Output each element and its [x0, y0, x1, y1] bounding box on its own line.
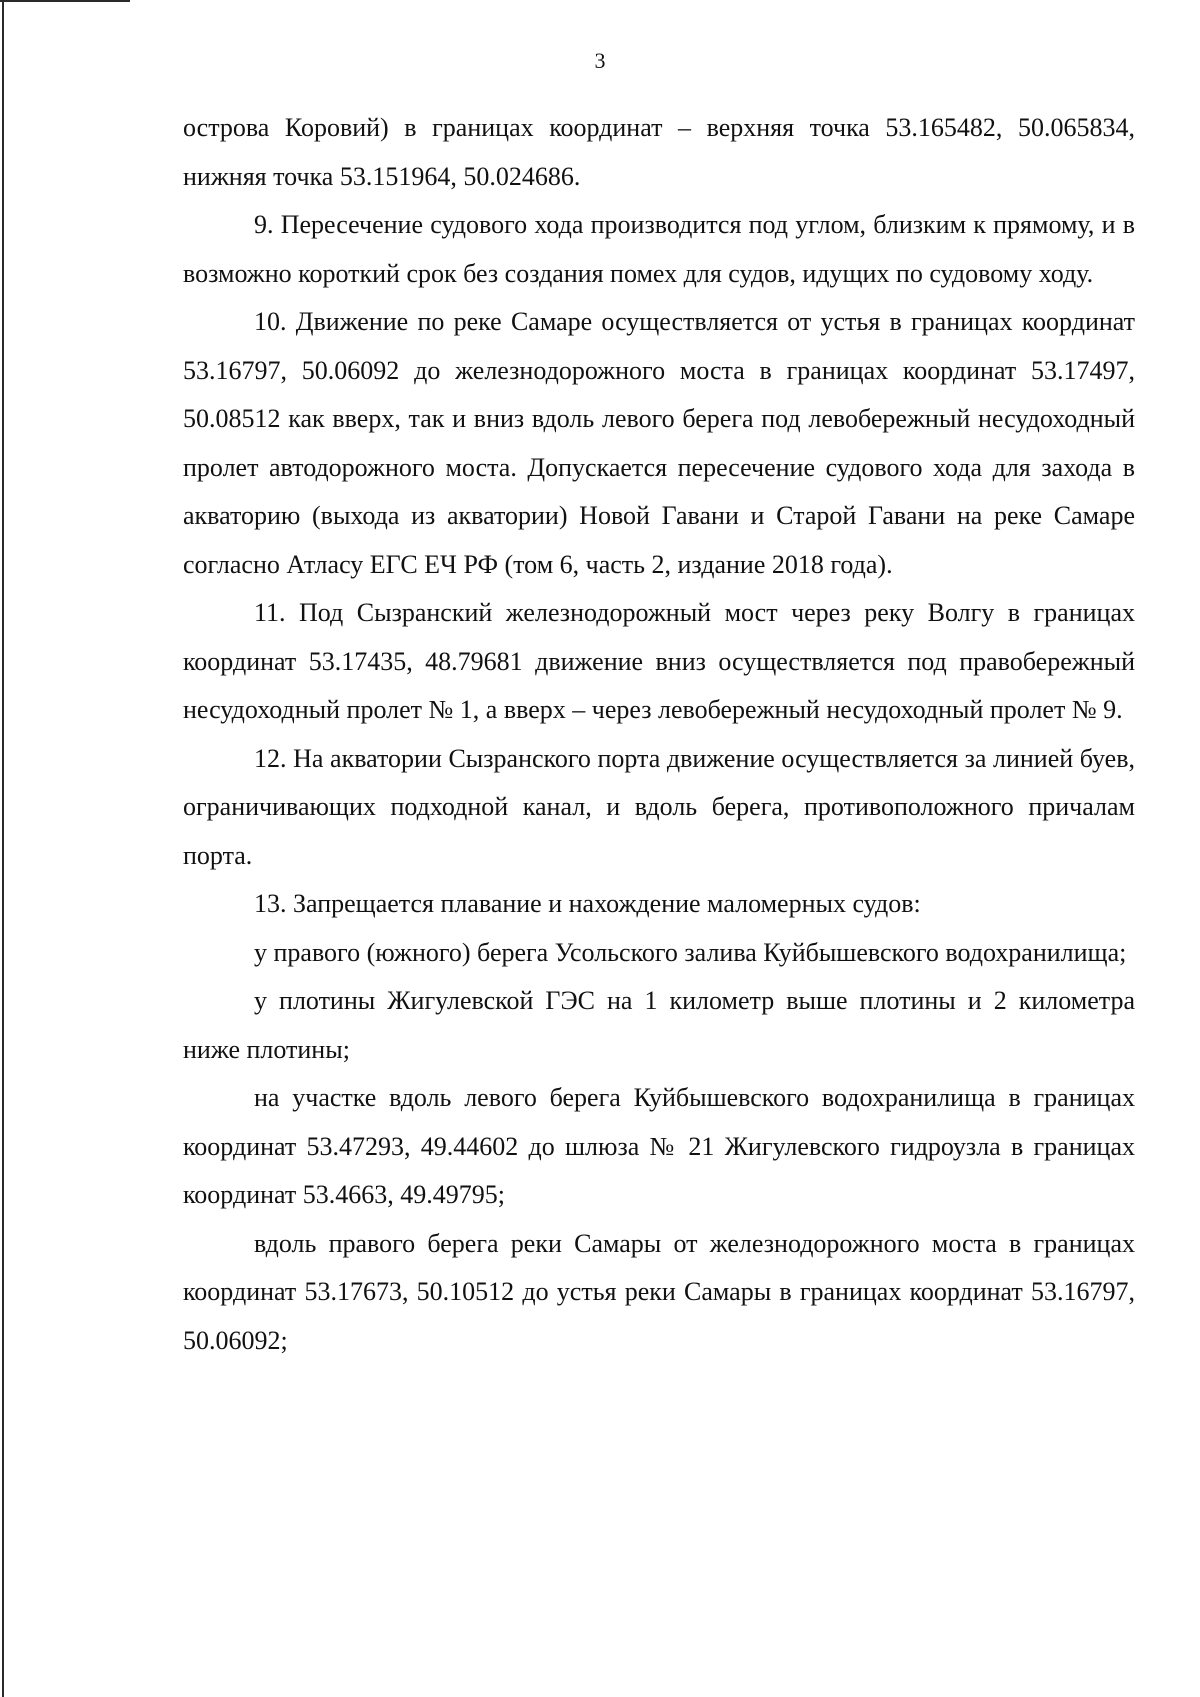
paragraph-continuation: острова Коровий) в границах координат – верхняя точка 53.165482, 50.065834, нижняя точка 53.151964, 50.024686. — [183, 113, 1135, 191]
paragraph-item-13-samara-right-bank: вдоль правого берега реки Самары от железнодорожного моста в границах координат 53.17673, 50.10512 до устья реки Самары в границах координат 53.16797, 50.06092; — [183, 1228, 1135, 1355]
paragraph-item-13-usolsky-bay: у правого (южного) берега Усольского залива Куйбышевского водохранилища; — [254, 937, 1127, 967]
paragraph-item-13-dam: у плотины Жигулевской ГЭС на 1 километр выше плотины и 2 километра ниже плотины; — [183, 986, 1135, 1064]
scan-edge-left — [2, 0, 4, 1697]
paragraph-item-13-left-bank: на участке вдоль левого берега Куйбышевского водохранилища в границах координат 53.47293, 49.44602 до шлюза № 21 Жигулевского гидроузла в границах координат 53.4663, 49.49795; — [183, 1083, 1135, 1209]
scan-edge-top — [0, 0, 130, 2]
document-body — [183, 104, 1135, 1365]
paragraph-item-13: 13. Запрещается плавание и нахождение маломерных судов: — [254, 889, 921, 918]
paragraph-item-12: 12. На акватории Сызранского порта движение осуществляется за линией буев, ограничивающих подходной канал, и вдоль берега, противоположного причалам порта. — [183, 743, 1135, 870]
paragraph-item-10: 10. Движение по реке Самаре осуществляется от устья в границах координат 53.16797, 50.06092 до железнодорожного моста в границах координат 53.17497, 50.08512 как вверх, так и вниз вдоль левого берега под левобережный несудоходный пролет автодорожного моста. Допускается пересечение судового хода для захода в акваторию (выхода из акватории) Новой Гавани и Старой Гавани на реке Самаре согласно Атласу ЕГС ЕЧ РФ (том 6, часть 2, издание 2018 года). — [183, 307, 1135, 579]
paragraph-item-9: 9. Пересечение судового хода производится под углом, близким к прямому, и в возможно короткий срок без создания помех для судов, идущих по судовому ходу. — [183, 210, 1135, 288]
page-number: 3 — [594, 48, 606, 73]
paragraph-item-11: 11. Под Сызранский железнодорожный мост через реку Волгу в границах координат 53.17435, 48.79681 движение вниз осуществляется под правобережный несудоходный пролет № 1, а вверх – через левобережный несудоходный пролет № 9. — [183, 598, 1135, 724]
